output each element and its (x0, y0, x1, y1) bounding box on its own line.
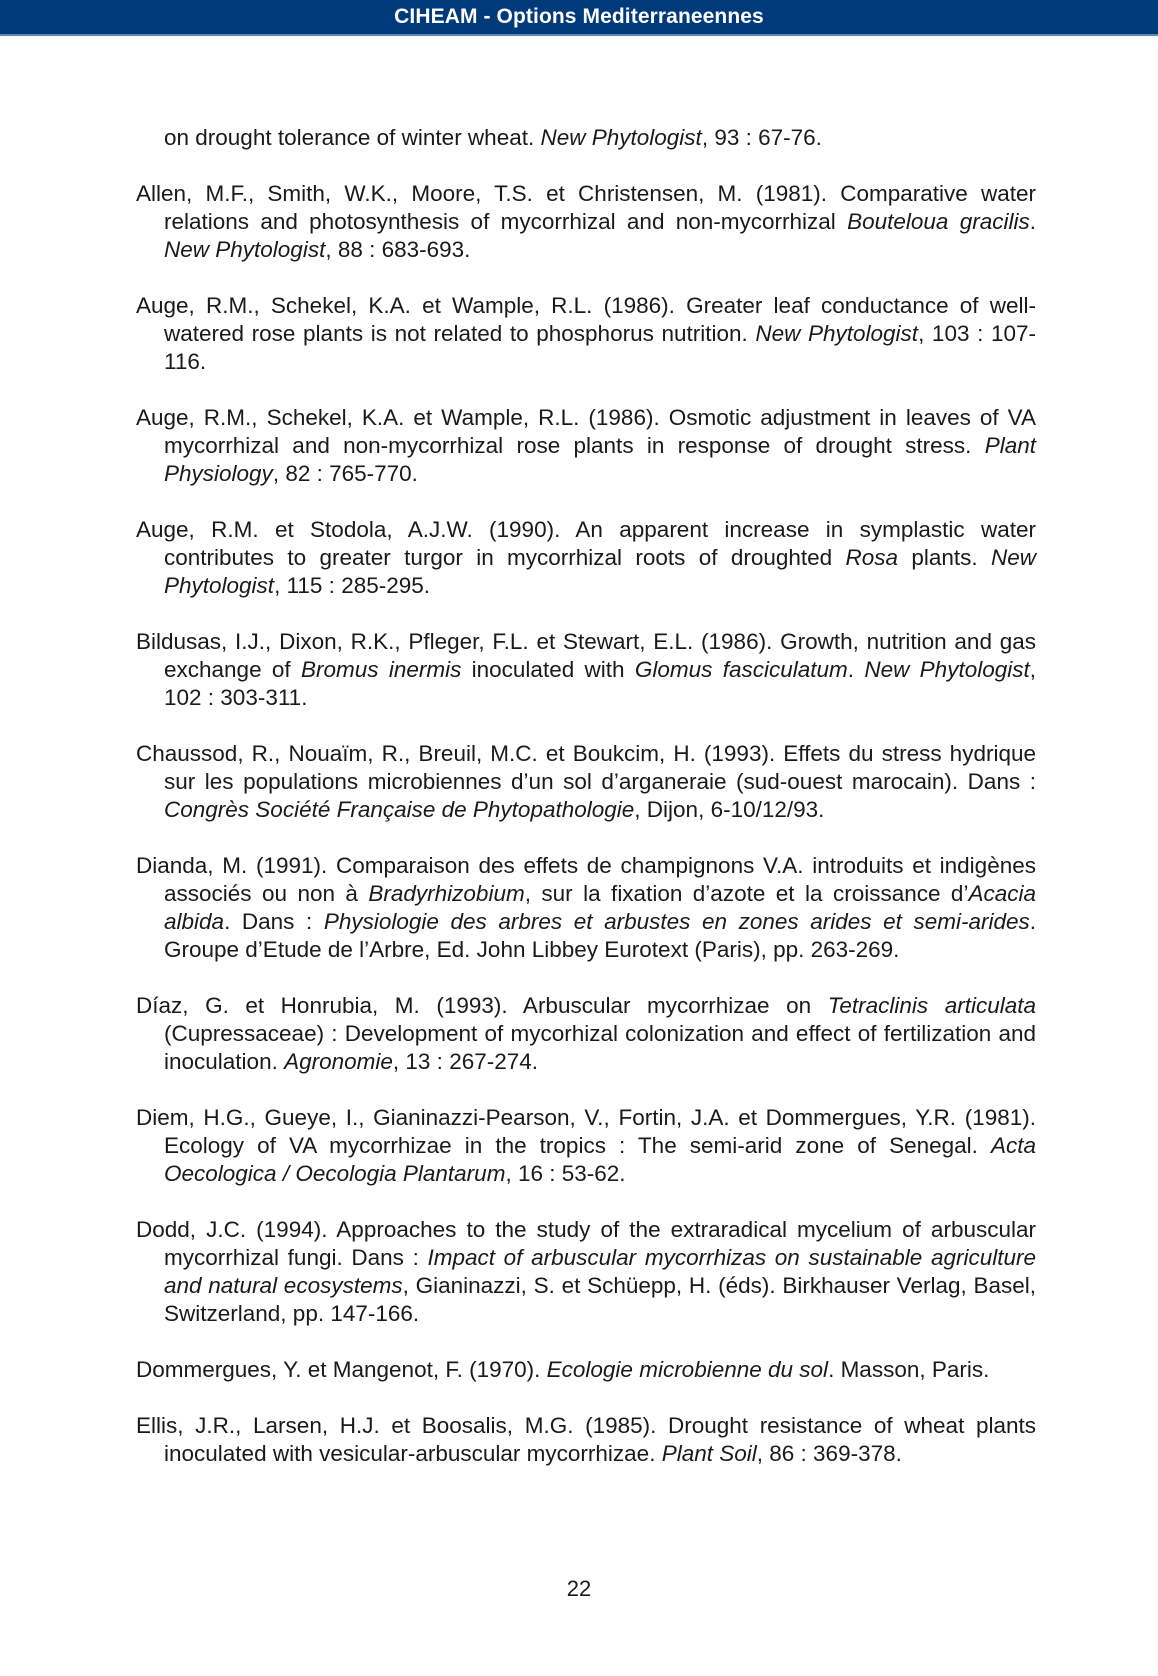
reference-entry (136, 992, 1036, 1076)
reference-text: Diem, H.G., Gueye, I., Gianinazzi-Pearson, V., Fortin, J.A. et Dommergues, Y.R. (1981). Ecology of VA mycorrhizae in the tropics : The semi-arid zone of Senegal. (136, 1105, 1036, 1158)
reference-text: , 16 : 53-62. (505, 1161, 626, 1186)
reference-text: Díaz, G. et Honrubia, M. (1993). Arbuscular mycorrhizae on (136, 993, 828, 1018)
reference-entry (136, 404, 1036, 488)
header-banner (0, 0, 1158, 36)
reference-text: , 88 : 683-693. (325, 237, 471, 262)
reference-text: Dianda, M. (1991). Comparaison des effets de champignons V.A. introduits et indigènes associés ou non à (136, 853, 1036, 906)
reference-italic-title: Plant Physiology (164, 433, 1036, 486)
reference-text: , Gianinazzi, S. et Schüepp, H. (éds). Birkhauser Verlag, Basel, Switzerland, pp. 147-166. (164, 1273, 1036, 1326)
reference-entry (136, 1104, 1036, 1188)
reference-italic-title: Agronomie (284, 1049, 393, 1074)
reference-italic-title: Physiologie des arbres et arbustes en zones arides et semi-arides (323, 909, 1030, 934)
reference-text: on drought tolerance of winter wheat. (164, 125, 541, 150)
reference-entry (136, 180, 1036, 264)
reference-italic-title: Impact of arbuscular mycorrhizas on sustainable agriculture and natural ecosystems (164, 1245, 1036, 1298)
reference-entry (136, 1216, 1036, 1328)
reference-entry (136, 740, 1036, 824)
reference-text: plants. (898, 545, 991, 570)
reference-italic-title: Acacia albida (164, 881, 1036, 934)
reference-text: , Dijon, 6-10/12/93. (634, 797, 825, 822)
reference-italic-title: Tetraclinis articulata (827, 993, 1036, 1018)
reference-list (136, 124, 1036, 1496)
reference-text: . Masson, Paris. (828, 1357, 990, 1382)
reference-text: Dommergues, Y. et Mangenot, F. (1970). (136, 1357, 547, 1382)
reference-text: , 115 : 285-295. (274, 573, 431, 598)
reference-text: (Cupressaceae) : Development of mycorhizal colonization and effect of fertilization and inoculation. (164, 1021, 1036, 1074)
reference-entry (136, 852, 1036, 964)
reference-entry (136, 516, 1036, 600)
reference-italic-title: Bradyrhizobium (368, 881, 525, 906)
reference-text: , 82 : 765-770. (272, 461, 418, 486)
reference-italic-title: New Phytologist (164, 237, 326, 262)
reference-entry (136, 292, 1036, 376)
reference-text: . (847, 657, 865, 682)
reference-italic-title: Bromus inermis (300, 657, 462, 682)
reference-italic-title: New Phytologist (864, 657, 1030, 682)
reference-text: , 103 : 107-116. (164, 321, 1036, 374)
reference-text: Bildusas, I.J., Dixon, R.K., Pfleger, F.L. et Stewart, E.L. (1986). Growth, nutrition and gas exchange of (136, 629, 1036, 682)
reference-text: , 102 : 303-311. (164, 657, 1036, 710)
reference-text: Auge, R.M. et Stodola, A.J.W. (1990). An apparent increase in symplastic water contributes to greater turgor in mycorrhizal roots of droughted (136, 517, 1036, 570)
reference-text: . (1029, 209, 1037, 234)
reference-italic-title: Rosa (845, 545, 899, 570)
page-number: 22 (566, 1576, 592, 1601)
reference-entry (136, 628, 1036, 712)
reference-italic-title: Bouteloua gracilis (847, 209, 1030, 234)
reference-text: , 13 : 267-274. (392, 1049, 539, 1074)
reference-italic-title: New Phytologist (755, 321, 919, 346)
reference-text: . Groupe d’Etude de l’Arbre, Ed. John Libbey Eurotext (Paris), pp. 263-269. (164, 909, 1036, 962)
reference-italic-title: Congrès Société Française de Phytopathologie (164, 797, 635, 822)
reference-text: , sur la fixation d’azote et la croissance d’ (524, 881, 969, 906)
reference-text: Ellis, J.R., Larsen, H.J. et Boosalis, M.G. (1985). Drought resistance of wheat plants inoculated with vesicular-arbuscular mycorrhizae. (136, 1413, 1036, 1466)
reference-text: Auge, R.M., Schekel, K.A. et Wample, R.L. (1986). Greater leaf conductance of well-watered rose plants is not related to phosphorus nutrition. (136, 293, 1036, 346)
reference-entry (136, 124, 1036, 152)
reference-text: , 93 : 67-76. (701, 125, 822, 150)
reference-text: Chaussod, R., Nouaïm, R., Breuil, M.C. et Boukcim, H. (1993). Effets du stress hydrique sur les populations microbiennes d’un sol d’arganeraie (sud-ouest marocain). Dans : (136, 741, 1036, 794)
header-title: CIHEAM - Options Mediterraneennes (394, 5, 764, 28)
reference-italic-title: New Phytologist (540, 125, 702, 150)
reference-text: , 86 : 369-378. (756, 1441, 902, 1466)
reference-text: inoculated with (461, 657, 635, 682)
reference-italic-title: Plant Soil (661, 1441, 757, 1466)
reference-text: . Dans : (224, 909, 324, 934)
reference-italic-title: Acta Oecologica / Oecologia Plantarum (164, 1133, 1036, 1186)
reference-entry (136, 1356, 1036, 1384)
reference-italic-title: Ecologie microbienne du sol (546, 1357, 829, 1382)
reference-italic-title: Glomus fasciculatum (634, 657, 848, 682)
reference-entry (136, 1412, 1036, 1468)
reference-text: Auge, R.M., Schekel, K.A. et Wample, R.L. (1986). Osmotic adjustment in leaves of VA mycorrhizal and non-mycorrhizal rose plants in response of drought stress. (136, 405, 1036, 458)
reference-text: Dodd, J.C. (1994). Approaches to the study of the extraradical mycelium of arbuscular mycorrhizal fungi. Dans : (136, 1217, 1036, 1270)
reference-italic-title: New Phytologist (164, 545, 1036, 598)
reference-text: Allen, M.F., Smith, W.K., Moore, T.S. et Christensen, M. (1981). Comparative water relations and photosynthesis of mycorrhizal and non-mycorrhizal (136, 181, 1036, 234)
